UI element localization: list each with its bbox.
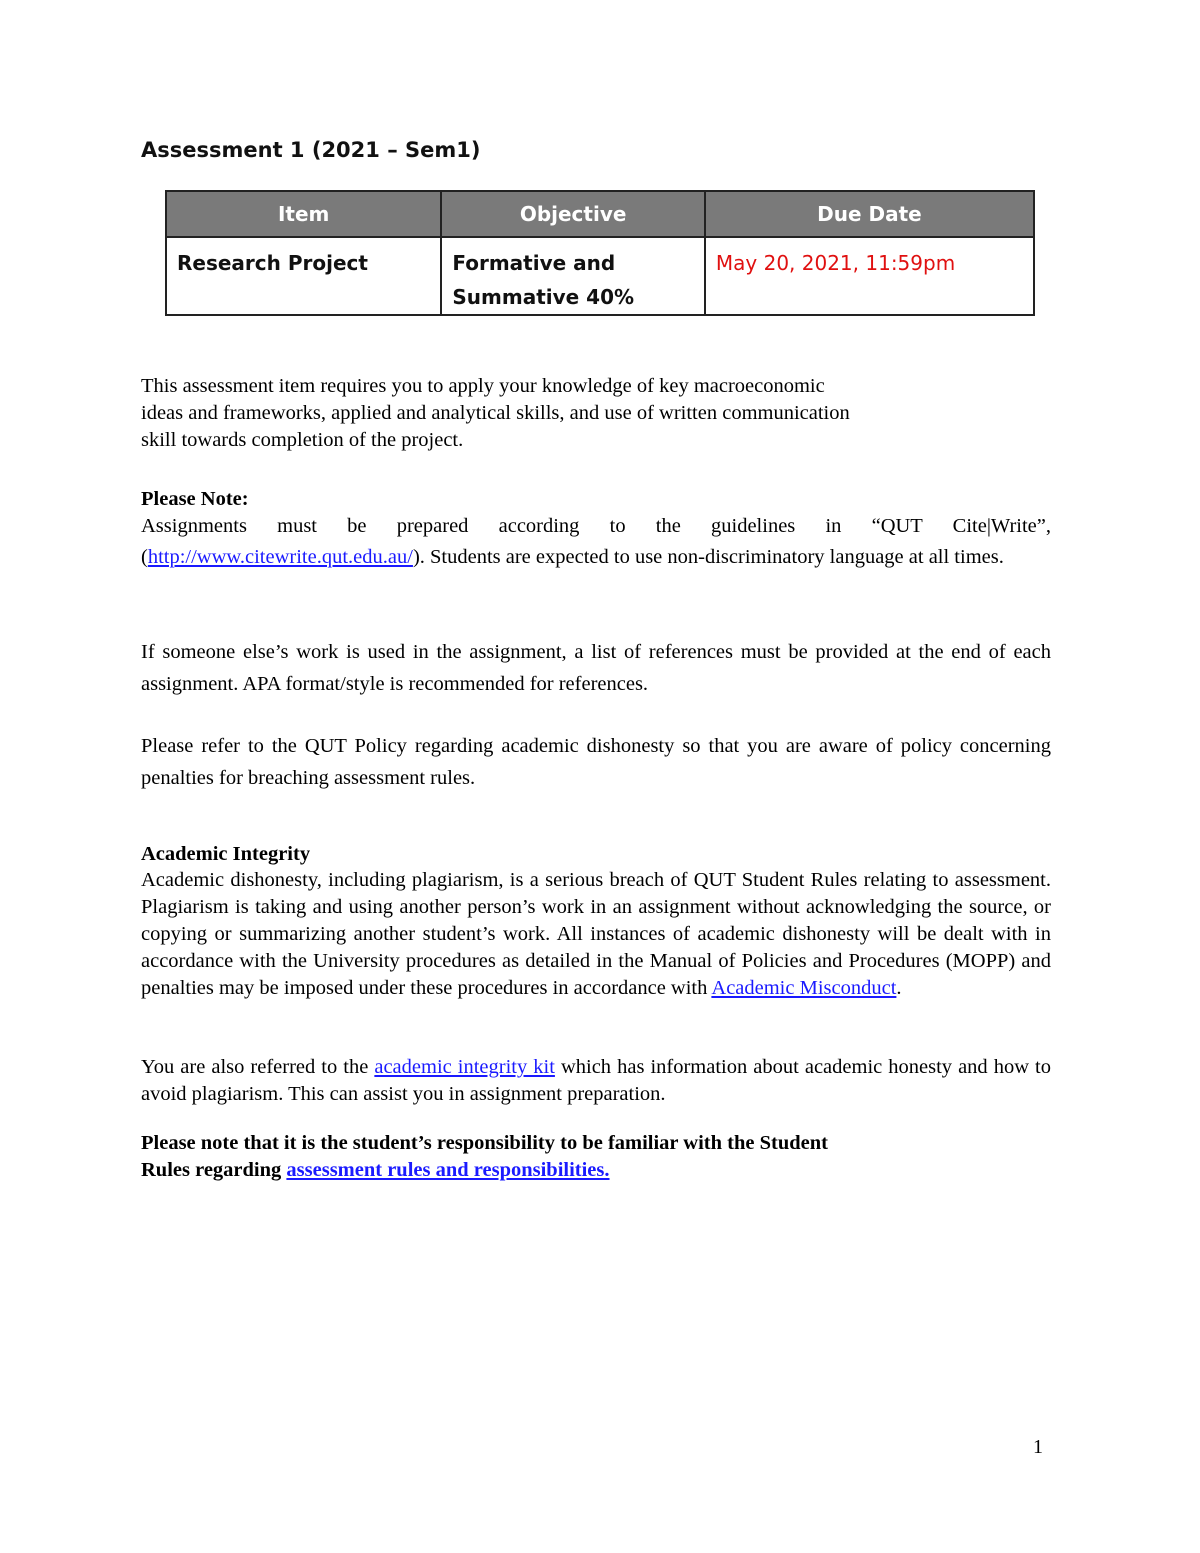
policy-paragraph: Please refer to the QUT Policy regarding academic dishonesty so that you are aware of policy concerning penalties for breaching assessment rules. <box>141 735 1051 789</box>
citewrite-link[interactable]: http://www.citewrite.qut.edu.au/ <box>147 546 413 568</box>
integrity-kit-paragraph <box>141 1054 1051 1108</box>
academic-integrity-kit-link[interactable]: academic integrity kit <box>374 1056 555 1078</box>
final-note-paragraph <box>141 1130 1051 1184</box>
page-number: 1 <box>1033 1436 1043 1458</box>
please-note-paragraph <box>141 511 1051 573</box>
kit-text-after: which has information about academic honesty and how to avoid plagiarism. This can assist you in assignment preparation. <box>141 1056 1051 1105</box>
kit-text-before: You are also referred to the <box>141 1056 375 1078</box>
assessment-rules-link[interactable]: assessment rules and responsibilities. <box>286 1159 610 1181</box>
final-note-line-2 <box>141 1157 1051 1184</box>
table-header-row <box>166 191 1034 237</box>
integrity-text: Academic dishonesty, including plagiarism, is a serious breach of QUT Student Rules relating to assessment. Plagiarism is taking and using another person’s work in an assignment without acknowledging the source, or copying or summarizing another student’s work. All instances of academic dishonesty will be dealt with in accordance with the University procedures as detailed in the Manual of Policies and Procedures (MOPP) and penalties may be imposed under these procedures in accordance with <box>141 869 1051 999</box>
cell-item: Research Project <box>166 237 441 315</box>
objective-line-1: Formative and <box>452 251 616 275</box>
assessment-heading: Assessment 1 (2021 – Sem1) <box>141 138 481 162</box>
final-note-text: Rules regarding <box>141 1159 287 1181</box>
intro-line-2: ideas and frameworks, applied and analytical skills, and use of written communication <box>141 402 850 424</box>
intro-line-1: This assessment item requires you to apply your knowledge of key macroeconomic <box>141 375 825 397</box>
note-text-before: Assignments must be prepared according to the guidelines in “QUT Cite|Write”, ( <box>141 515 1051 568</box>
intro-line-3: skill towards completion of the project. <box>141 429 464 451</box>
academic-integrity-paragraph <box>141 867 1051 1002</box>
note-text-after: ). Students are expected to use non-discriminatory language at all times. <box>412 546 1004 568</box>
cell-due-date: May 20, 2021, 11:59pm <box>705 237 1034 315</box>
final-note-line-1: Please note that it is the student’s responsibility to be familiar with the Student <box>141 1132 828 1154</box>
please-note-title: Please Note: <box>141 488 249 510</box>
cell-objective <box>441 237 705 315</box>
header-item: Item <box>166 191 441 237</box>
integrity-text-end: . <box>896 977 902 999</box>
header-due-date: Due Date <box>705 191 1034 237</box>
header-objective: Objective <box>441 191 705 237</box>
references-paragraph: If someone else’s work is used in the assignment, a list of references must be provided at the end of each assignment. APA format/style is recommended for references. <box>141 641 1051 695</box>
intro-paragraph <box>141 373 1051 454</box>
table-row <box>166 237 1034 315</box>
academic-misconduct-link[interactable]: Academic Misconduct <box>711 977 897 999</box>
assessment-table <box>165 190 1035 316</box>
academic-integrity-title: Academic Integrity <box>141 843 311 865</box>
objective-line-2: Summative 40% <box>452 285 635 309</box>
